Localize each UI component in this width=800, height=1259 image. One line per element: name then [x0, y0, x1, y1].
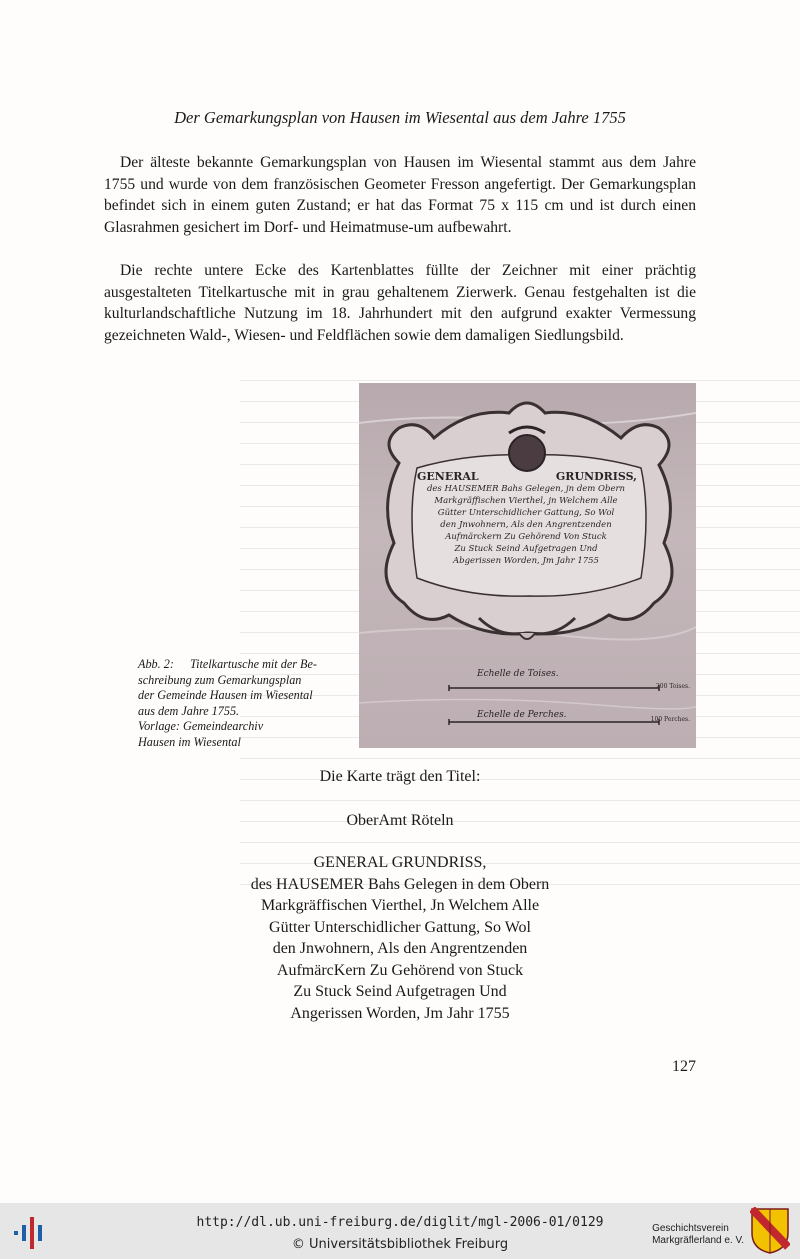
scale-end-toises: 200 Toises. — [655, 683, 690, 690]
caption-line: der Gemeinde Hausen im Wiesental — [138, 688, 313, 702]
title-office: OberAmt Röteln — [346, 812, 454, 829]
scale-label-perches: Echelle de Perches. — [477, 710, 567, 720]
paragraph-1 — [104, 152, 696, 238]
footer-organization — [652, 1223, 744, 1247]
cartouche-title — [417, 470, 637, 483]
cartouche-line: Aufmärckern Zu Gehörend Von Stuck — [445, 532, 607, 542]
footer-url-link[interactable]: http://dl.ub.uni-freiburg.de/diglit/mgl-2006-01/0129 — [196, 1215, 604, 1230]
map-title-line: Angerissen Worden, Jm Jahr 1755 — [290, 1004, 510, 1022]
running-head: Der Gemarkungsplan von Hausen im Wiesental aus dem Jahre 1755 — [174, 108, 626, 127]
page-number: 127 — [672, 1058, 696, 1075]
map-title-line: Markgräffischen Vierthel, Jn Welchem Alle — [260, 897, 540, 914]
paragraph-2-text: Die rechte untere Ecke des Kartenblattes füllte der Zeichner mit einer prächtig ausgestalteten Titelkartusche mit in grau gehaltenem Zierwerk. Genau festgehalten ist die kulturlandschaftliche Nutzung im 18. Jahrhundert mit den aufgrund exakter Vermessung gezeichneten Wald-, Wiesen- und Feldflächen sowie dem damaligen Siedlungsbild. — [104, 262, 696, 344]
cartouche-line: Abgerissen Worden, Jm Jahr 1755 — [453, 556, 599, 566]
caption-line: schreibung zum Gemarkungsplan — [138, 672, 302, 687]
caption-line: aus dem Jahre 1755. — [138, 703, 240, 718]
map-title-line: den Jnwohnern, Als den Angrentzenden — [272, 940, 528, 957]
paragraph-1-text: Der älteste bekannte Gemarkungsplan von Hausen im Wiesental stammt aus dem Jahre 1755 und wurde von dem französischen Geometer Fresson angefertigt. Der Gemarkungsplan befindet sich in einem guten Zustand; er hat das Format 75 x 115 cm und ist durch einen Glasrahmen gesichert im Dorf- und Heimatmuse-um aufbewahrt. — [104, 154, 696, 236]
footer-copyright: © Universitätsbibliothek Freiburg — [291, 1237, 509, 1252]
org-line-1: Geschichtsverein — [652, 1223, 729, 1234]
markgraeflerland-crest-icon[interactable] — [750, 1207, 790, 1255]
cartouche-text — [421, 483, 631, 567]
cartouche-title-left: GENERAL — [417, 470, 479, 483]
cartouche-line: den Jnwohnern, Als den Angrentzenden — [440, 520, 612, 530]
map-title-block — [100, 852, 700, 1024]
cartouche-line: des HAUSEMER Bahs Gelegen, jn dem Obern — [426, 484, 626, 494]
cartouche-title-right: GRUNDRISS, — [555, 470, 637, 483]
title-intro: Die Karte trägt den Titel: — [319, 768, 481, 785]
caption-line: Hausen im Wiesental — [138, 734, 241, 749]
footer-bar — [0, 1203, 800, 1259]
caption-label: Abb. 2: — [138, 657, 174, 671]
cartouche-line: Gütter Unterschidlicher Gattung, So Wol — [437, 508, 615, 518]
org-line-2: Markgräflerland e. V. — [652, 1235, 744, 1246]
caption-line: Titelkartusche mit der Be- — [190, 657, 317, 671]
scale-end-perches: 100 Perches. — [650, 716, 690, 723]
map-title-line: GENERAL GRUNDRISS, — [313, 854, 487, 871]
map-title-line: Gütter Unterschidlicher Gattung, So Wol — [269, 918, 531, 936]
cartouche-line: Zu Stuck Seind Aufgetragen Und — [454, 544, 598, 554]
cartouche-photo — [359, 383, 696, 748]
map-title-line: AufmärcKern Zu Gehörend von Stuck — [276, 961, 524, 979]
paragraph-2 — [104, 260, 696, 346]
scale-label-toises: Echelle de Toises. — [477, 669, 559, 679]
figure-caption — [138, 657, 353, 750]
map-title-line: Zu Stuck Seind Aufgetragen Und — [293, 983, 507, 1000]
map-title-line: des HAUSEMER Bahs Gelegen in dem Obern — [250, 875, 550, 893]
caption-line: Vorlage: Gemeindearchiv — [138, 719, 264, 733]
cartouche-line: Markgräffischen Vierthel, jn Welchem Alle — [434, 496, 618, 506]
